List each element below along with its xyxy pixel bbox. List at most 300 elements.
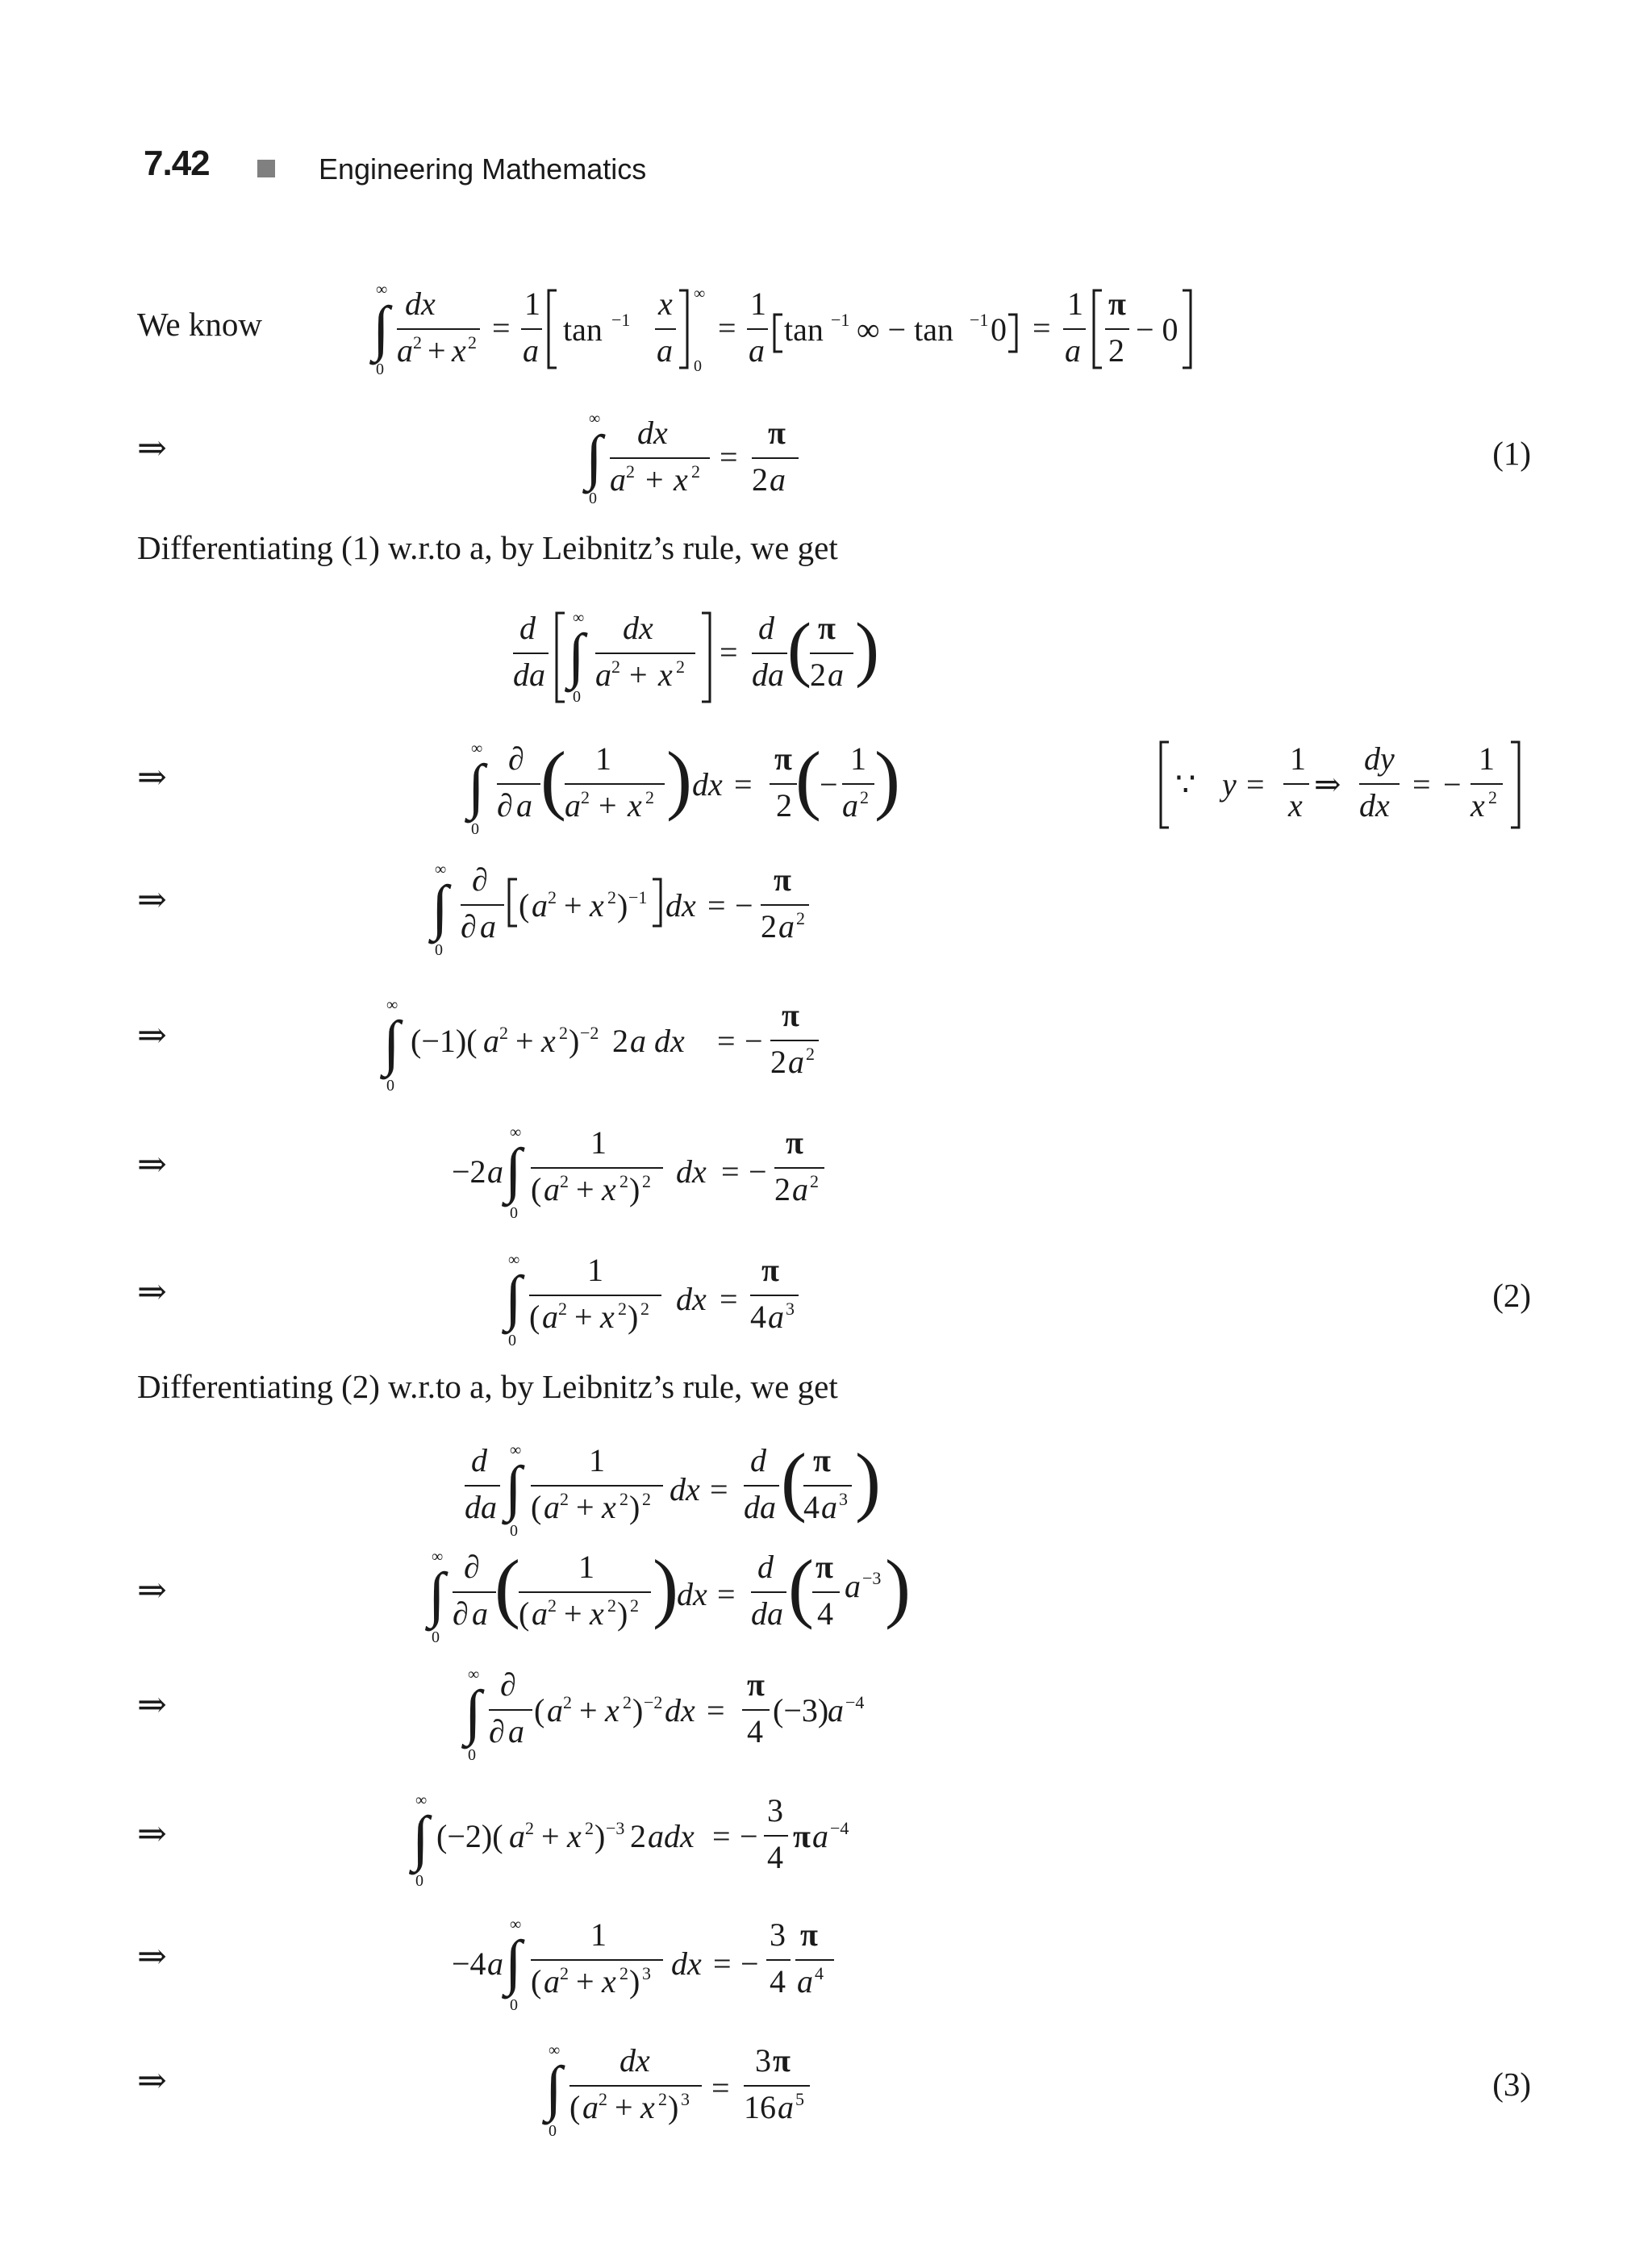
implies-arrow: ⇒ <box>137 428 167 468</box>
svg-text:a dx: a dx <box>630 1023 685 1059</box>
svg-text:x: x <box>628 787 642 824</box>
svg-text:2: 2 <box>525 1818 534 1838</box>
equation-5 <box>423 855 843 968</box>
svg-text:+: + <box>576 1963 594 2000</box>
svg-text:): ) <box>628 1299 639 1335</box>
svg-text:y: y <box>1222 766 1237 803</box>
svg-text:=: = <box>718 310 736 346</box>
svg-text:4: 4 <box>803 1489 820 1525</box>
svg-text:dx: dx <box>677 1576 707 1612</box>
svg-text:∞: ∞ <box>415 1791 428 1809</box>
svg-text:a: a <box>610 461 626 498</box>
svg-text:−3: −3 <box>606 1818 625 1838</box>
svg-text:1: 1 <box>587 1252 603 1288</box>
svg-text:a: a <box>770 461 786 498</box>
svg-text:a: a <box>487 1945 503 1982</box>
svg-text:−: − <box>1443 766 1462 803</box>
svg-text:a: a <box>544 1963 560 2000</box>
svg-text:x: x <box>452 332 466 369</box>
svg-text:(: ( <box>795 736 821 822</box>
svg-text:a: a <box>542 1299 558 1335</box>
svg-text:2: 2 <box>468 332 477 352</box>
svg-text:2: 2 <box>642 1171 651 1191</box>
svg-text:π: π <box>774 861 791 898</box>
svg-text:∫: ∫ <box>545 2054 562 2122</box>
svg-text:a: a <box>657 332 673 369</box>
equation-10 <box>423 1542 924 1655</box>
svg-text:2: 2 <box>676 657 685 677</box>
svg-text:x: x <box>674 461 688 498</box>
svg-text:dx: dx <box>620 2042 650 2079</box>
equation-12 <box>407 1786 891 1899</box>
svg-text:0: 0 <box>508 1332 516 1349</box>
svg-text:0: 0 <box>991 311 1007 348</box>
svg-text:3: 3 <box>681 2089 690 2109</box>
svg-text:(: ( <box>787 609 811 689</box>
svg-text:4: 4 <box>767 1839 783 1875</box>
svg-text:+: + <box>576 1171 594 1207</box>
svg-text:d: d <box>757 1549 774 1585</box>
svg-text:π: π <box>761 1252 779 1288</box>
svg-text:3: 3 <box>770 1916 786 1953</box>
svg-text:+: + <box>574 1299 593 1335</box>
svg-text:(−1)(: (−1)( <box>411 1023 478 1059</box>
equation-9 <box>460 1436 895 1549</box>
svg-text:∫: ∫ <box>568 622 585 690</box>
svg-text:): ) <box>855 609 879 689</box>
svg-text:4: 4 <box>817 1595 833 1632</box>
svg-text:a: a <box>788 1044 804 1080</box>
equation-number-1: (1) <box>1492 435 1531 472</box>
svg-text:a: a <box>532 1595 548 1632</box>
equation-1 <box>363 274 1234 379</box>
equation-3 <box>508 605 895 718</box>
svg-text:2: 2 <box>558 1299 567 1319</box>
svg-text:x: x <box>640 2089 655 2125</box>
svg-text:∫: ∫ <box>412 1804 429 1872</box>
svg-text:0: 0 <box>510 1522 518 1540</box>
implies-arrow: ⇒ <box>137 1145 167 1184</box>
svg-text:=: = <box>1032 310 1051 346</box>
implies-arrow: ⇒ <box>137 2061 167 2100</box>
svg-text:a: a <box>565 787 581 824</box>
svg-text:2: 2 <box>623 1692 632 1712</box>
svg-text:d: d <box>519 610 536 646</box>
svg-text:d: d <box>758 610 774 646</box>
equation-number-3: (3) <box>1492 2066 1531 2103</box>
svg-text:1: 1 <box>1290 740 1306 777</box>
svg-text:(: ( <box>529 1299 540 1335</box>
svg-text:a: a <box>508 1713 524 1749</box>
svg-text:a: a <box>749 332 765 369</box>
svg-text:dx: dx <box>405 286 436 322</box>
svg-text:−4: −4 <box>452 1945 486 1982</box>
svg-text:−: − <box>740 1945 759 1982</box>
svg-text:): ) <box>629 1963 640 2000</box>
svg-text:+: + <box>629 657 648 693</box>
svg-text:2: 2 <box>691 461 700 482</box>
svg-text:π: π <box>813 1442 831 1478</box>
svg-text:−4: −4 <box>845 1692 865 1712</box>
svg-text:∫: ∫ <box>432 874 448 941</box>
svg-text:(: ( <box>494 1544 520 1630</box>
paragraph-differentiating-2: Differentiating (2) w.r.to a, by Leibnitz’s rule, we get <box>137 1368 838 1405</box>
svg-text:=: = <box>713 1945 732 1982</box>
svg-text:0: 0 <box>589 490 597 507</box>
svg-text:4: 4 <box>815 1963 824 1983</box>
svg-text:2: 2 <box>630 1818 646 1854</box>
svg-text:1: 1 <box>578 1549 594 1585</box>
svg-text:=: = <box>707 887 726 924</box>
svg-text:=: = <box>720 1281 738 1317</box>
svg-text:∞: ∞ <box>508 1251 520 1269</box>
svg-text:): ) <box>617 887 628 924</box>
svg-text:(: ( <box>531 1171 542 1207</box>
svg-text:2: 2 <box>413 332 422 352</box>
svg-text:x: x <box>602 1489 616 1525</box>
svg-text:=: = <box>707 1692 725 1728</box>
svg-text:dx: dx <box>670 1471 700 1507</box>
svg-text:−3: −3 <box>862 1568 882 1588</box>
svg-text:∫: ∫ <box>468 753 485 820</box>
svg-text:−1: −1 <box>611 310 631 330</box>
svg-text:∂: ∂ <box>453 1595 469 1632</box>
svg-text:−4: −4 <box>830 1818 849 1838</box>
svg-text:a: a <box>828 1692 844 1728</box>
svg-text:2: 2 <box>560 1963 569 1983</box>
svg-text:(: ( <box>569 2089 581 2125</box>
svg-text:∞: ∞ <box>510 1124 522 1141</box>
svg-text:2: 2 <box>548 1595 557 1616</box>
svg-text:(: ( <box>531 1489 542 1525</box>
svg-text:a: a <box>523 332 539 369</box>
equation-8 <box>500 1245 823 1358</box>
svg-text:da: da <box>752 657 784 693</box>
svg-text:− 0: − 0 <box>1136 311 1179 348</box>
svg-text:a: a <box>768 1299 784 1335</box>
svg-text:3: 3 <box>767 1792 783 1829</box>
svg-text:2: 2 <box>611 657 620 677</box>
svg-text:=: = <box>712 1818 731 1854</box>
svg-text:π: π <box>747 1666 765 1703</box>
equation-14 <box>540 2036 831 2149</box>
svg-text:−1: −1 <box>970 310 989 330</box>
svg-text:∫: ∫ <box>505 1454 522 1522</box>
svg-text:∫: ∫ <box>383 1009 400 1077</box>
svg-text:(: ( <box>519 887 530 924</box>
svg-text:1: 1 <box>524 286 540 322</box>
svg-text:+: + <box>579 1692 598 1728</box>
svg-text:−: − <box>735 887 753 924</box>
svg-text:a: a <box>778 908 795 945</box>
svg-text:5: 5 <box>795 2089 804 2109</box>
svg-text:(: ( <box>531 1963 542 2000</box>
svg-text:): ) <box>668 2089 679 2125</box>
svg-text:(: ( <box>540 736 566 822</box>
svg-text:a: a <box>1065 332 1081 369</box>
svg-text:0: 0 <box>510 1996 518 2014</box>
svg-text:0: 0 <box>386 1077 394 1095</box>
svg-text:a: a <box>845 1568 861 1604</box>
svg-text:∞: ∞ <box>471 740 483 757</box>
svg-text:(: ( <box>781 1437 807 1524</box>
svg-text:1: 1 <box>1479 740 1495 777</box>
svg-text:−2: −2 <box>452 1153 486 1190</box>
svg-text:0: 0 <box>471 820 479 838</box>
svg-text:dx: dx <box>676 1281 707 1317</box>
running-title: Engineering Mathematics <box>319 152 647 186</box>
svg-text:dx: dx <box>671 1945 702 1982</box>
svg-text:): ) <box>632 1692 644 1728</box>
svg-text:−1: −1 <box>831 310 850 330</box>
svg-text:−: − <box>820 766 838 803</box>
svg-text:dx: dx <box>623 610 653 646</box>
svg-text:2: 2 <box>761 908 777 945</box>
svg-text:1: 1 <box>590 1916 607 1953</box>
svg-text:): ) <box>629 1489 640 1525</box>
svg-text:2: 2 <box>612 1023 628 1059</box>
svg-text:0: 0 <box>432 1628 440 1646</box>
svg-text:2: 2 <box>1108 332 1124 369</box>
svg-text:): ) <box>885 1544 911 1630</box>
svg-text:x: x <box>600 1299 615 1335</box>
svg-text:∂: ∂ <box>464 1549 480 1585</box>
svg-text:1: 1 <box>589 1442 605 1478</box>
svg-text:=: = <box>717 1576 736 1612</box>
svg-text:2: 2 <box>1488 787 1497 807</box>
svg-text:2: 2 <box>810 657 826 693</box>
svg-text:da: da <box>751 1595 783 1632</box>
svg-text:a: a <box>778 2089 794 2125</box>
svg-text:a: a <box>821 1489 837 1525</box>
svg-text:1: 1 <box>595 740 611 777</box>
svg-text:∫: ∫ <box>505 1136 522 1204</box>
svg-text:x: x <box>658 657 673 693</box>
svg-text:0: 0 <box>415 1872 423 1890</box>
svg-text:dx: dx <box>1359 787 1390 824</box>
svg-text:dy: dy <box>1364 740 1395 777</box>
svg-text:∂: ∂ <box>508 740 524 777</box>
svg-text:∂: ∂ <box>500 1666 516 1703</box>
page-number: 7.42 <box>144 144 210 183</box>
svg-text:2: 2 <box>559 1023 568 1043</box>
svg-text:): ) <box>653 1544 678 1630</box>
svg-text:0: 0 <box>510 1204 518 1222</box>
svg-text:∞: ∞ <box>468 1666 480 1683</box>
equation-2 <box>581 403 823 508</box>
implies-arrow: ⇒ <box>137 1570 167 1610</box>
svg-text:2: 2 <box>548 887 557 907</box>
svg-text:∫: ∫ <box>505 1929 522 1996</box>
svg-text:x: x <box>658 286 673 322</box>
implies-arrow: ⇒ <box>137 757 167 797</box>
equation-7 <box>452 1118 871 1231</box>
svg-text:x: x <box>605 1692 620 1728</box>
svg-text:): ) <box>569 1023 580 1059</box>
svg-text:2: 2 <box>499 1023 508 1043</box>
svg-text:a: a <box>509 1818 525 1854</box>
svg-text:x: x <box>602 1963 616 2000</box>
implies-arrow: ⇒ <box>137 1937 167 1976</box>
equation-number-2: (2) <box>1492 1277 1531 1314</box>
svg-text:0: 0 <box>376 361 384 378</box>
svg-text:1: 1 <box>850 740 866 777</box>
svg-text:+: + <box>564 1595 582 1632</box>
svg-text:2: 2 <box>585 1818 594 1838</box>
svg-text:3: 3 <box>786 1299 795 1319</box>
implies-arrow: ⇒ <box>137 1685 167 1724</box>
svg-text:a: a <box>544 1171 560 1207</box>
svg-text:0: 0 <box>694 357 702 375</box>
svg-text:dx: dx <box>676 1153 707 1190</box>
svg-text:d: d <box>471 1442 487 1478</box>
equation-6 <box>375 990 859 1103</box>
svg-text:dx: dx <box>665 887 696 924</box>
svg-text:2: 2 <box>581 787 590 807</box>
svg-text:2: 2 <box>806 1044 815 1064</box>
svg-text:2: 2 <box>860 787 869 807</box>
svg-text:2: 2 <box>658 2089 667 2109</box>
svg-text:π: π <box>1108 286 1126 322</box>
svg-text:+: + <box>428 332 446 369</box>
svg-text:a: a <box>472 1595 488 1632</box>
svg-text:2: 2 <box>620 1171 628 1191</box>
equation-11 <box>460 1660 895 1773</box>
svg-text:16: 16 <box>744 2089 776 2125</box>
svg-text:∞: ∞ <box>573 609 585 627</box>
svg-text:2: 2 <box>776 787 792 824</box>
svg-text:dx: dx <box>665 1692 695 1728</box>
svg-text:2: 2 <box>560 1171 569 1191</box>
svg-text:dx: dx <box>637 415 668 451</box>
svg-text:⇒: ⇒ <box>1314 766 1341 803</box>
svg-text:4: 4 <box>770 1963 786 2000</box>
svg-text:∵: ∵ <box>1175 766 1196 803</box>
svg-text:−: − <box>745 1023 763 1059</box>
svg-text:−: − <box>740 1818 758 1854</box>
svg-text:−: − <box>749 1153 767 1190</box>
implies-arrow: ⇒ <box>137 1272 167 1311</box>
svg-text:∞: ∞ <box>549 2041 561 2059</box>
svg-text:π: π <box>816 1549 833 1585</box>
svg-text:x: x <box>541 1023 556 1059</box>
svg-text:4: 4 <box>747 1713 763 1749</box>
header-square-icon <box>257 160 275 177</box>
svg-text:a: a <box>480 908 496 945</box>
svg-text:=: = <box>720 439 738 475</box>
svg-text:∞: ∞ <box>435 861 447 878</box>
svg-text:+: + <box>645 461 664 498</box>
svg-text:(: ( <box>788 1544 814 1630</box>
svg-text:a: a <box>812 1818 828 1854</box>
svg-text:π: π <box>768 415 786 451</box>
svg-text:tan: tan <box>563 311 603 348</box>
svg-text:∞: ∞ <box>694 285 706 302</box>
svg-text:+: + <box>515 1023 534 1059</box>
svg-text:2: 2 <box>626 461 635 482</box>
implies-arrow: ⇒ <box>137 1814 167 1854</box>
svg-text:2: 2 <box>774 1171 791 1207</box>
svg-text:2: 2 <box>640 1299 649 1319</box>
svg-text:a: a <box>842 787 858 824</box>
svg-text:=: = <box>1246 766 1265 803</box>
equation-4 <box>460 734 900 847</box>
svg-text:): ) <box>629 1171 640 1207</box>
svg-text:x: x <box>1471 787 1485 824</box>
svg-text:∫: ∫ <box>373 294 390 362</box>
svg-text:a: a <box>487 1153 503 1190</box>
svg-text:0: 0 <box>549 2122 557 2140</box>
svg-text:): ) <box>855 1437 881 1524</box>
svg-text:a: a <box>516 787 532 824</box>
svg-text:a: a <box>797 1963 813 2000</box>
svg-text:3: 3 <box>642 1963 651 1983</box>
svg-text:∞: ∞ <box>510 1441 522 1459</box>
svg-text:π: π <box>793 1818 811 1854</box>
svg-text:(−2)(: (−2)( <box>436 1818 503 1854</box>
we-know-label: We know <box>137 306 262 343</box>
svg-text:=: = <box>717 1023 736 1059</box>
svg-text:x: x <box>590 887 604 924</box>
svg-text:): ) <box>666 736 692 822</box>
svg-text:a: a <box>582 2089 599 2125</box>
svg-text:2: 2 <box>620 1489 628 1509</box>
svg-text:+: + <box>541 1818 560 1854</box>
svg-text:x: x <box>602 1171 616 1207</box>
svg-text:∂: ∂ <box>461 908 477 945</box>
svg-text:2: 2 <box>560 1489 569 1509</box>
svg-text:2: 2 <box>563 1692 572 1712</box>
svg-text:2: 2 <box>607 1595 616 1616</box>
svg-text:2: 2 <box>607 887 616 907</box>
svg-text:2: 2 <box>620 1963 628 1983</box>
side-note <box>1158 734 1529 847</box>
svg-text:2: 2 <box>752 461 768 498</box>
svg-text:2: 2 <box>599 2089 607 2109</box>
svg-text:2: 2 <box>618 1299 627 1319</box>
implies-arrow: ⇒ <box>137 880 167 919</box>
svg-text:x: x <box>590 1595 604 1632</box>
svg-text:(: ( <box>534 1692 545 1728</box>
svg-text:3: 3 <box>755 2042 771 2079</box>
svg-text:−2: −2 <box>580 1023 599 1043</box>
svg-text:a: a <box>397 332 413 369</box>
svg-text:a: a <box>483 1023 499 1059</box>
svg-text:∂: ∂ <box>489 1713 505 1749</box>
svg-text:=: = <box>492 310 511 346</box>
svg-text:∞: ∞ <box>376 281 388 298</box>
svg-text:=: = <box>710 1471 728 1507</box>
svg-text:1: 1 <box>1067 286 1083 322</box>
svg-text:∂: ∂ <box>497 787 513 824</box>
svg-text:): ) <box>617 1595 628 1632</box>
svg-text:x: x <box>567 1818 582 1854</box>
svg-text:+: + <box>564 887 582 924</box>
svg-text:a: a <box>595 657 611 693</box>
svg-text:2: 2 <box>645 787 654 807</box>
svg-text:0: 0 <box>573 688 581 706</box>
svg-text:=: = <box>721 1153 740 1190</box>
implies-arrow: ⇒ <box>137 1015 167 1055</box>
svg-text:π: π <box>773 2042 791 2079</box>
svg-text:(−3): (−3) <box>773 1692 829 1728</box>
svg-text:dx: dx <box>692 766 723 803</box>
svg-text:+: + <box>615 2089 633 2125</box>
svg-text:): ) <box>874 736 900 822</box>
svg-text:∞: ∞ <box>510 1916 522 1933</box>
svg-text:a: a <box>532 887 548 924</box>
svg-text:π: π <box>800 1916 818 1953</box>
